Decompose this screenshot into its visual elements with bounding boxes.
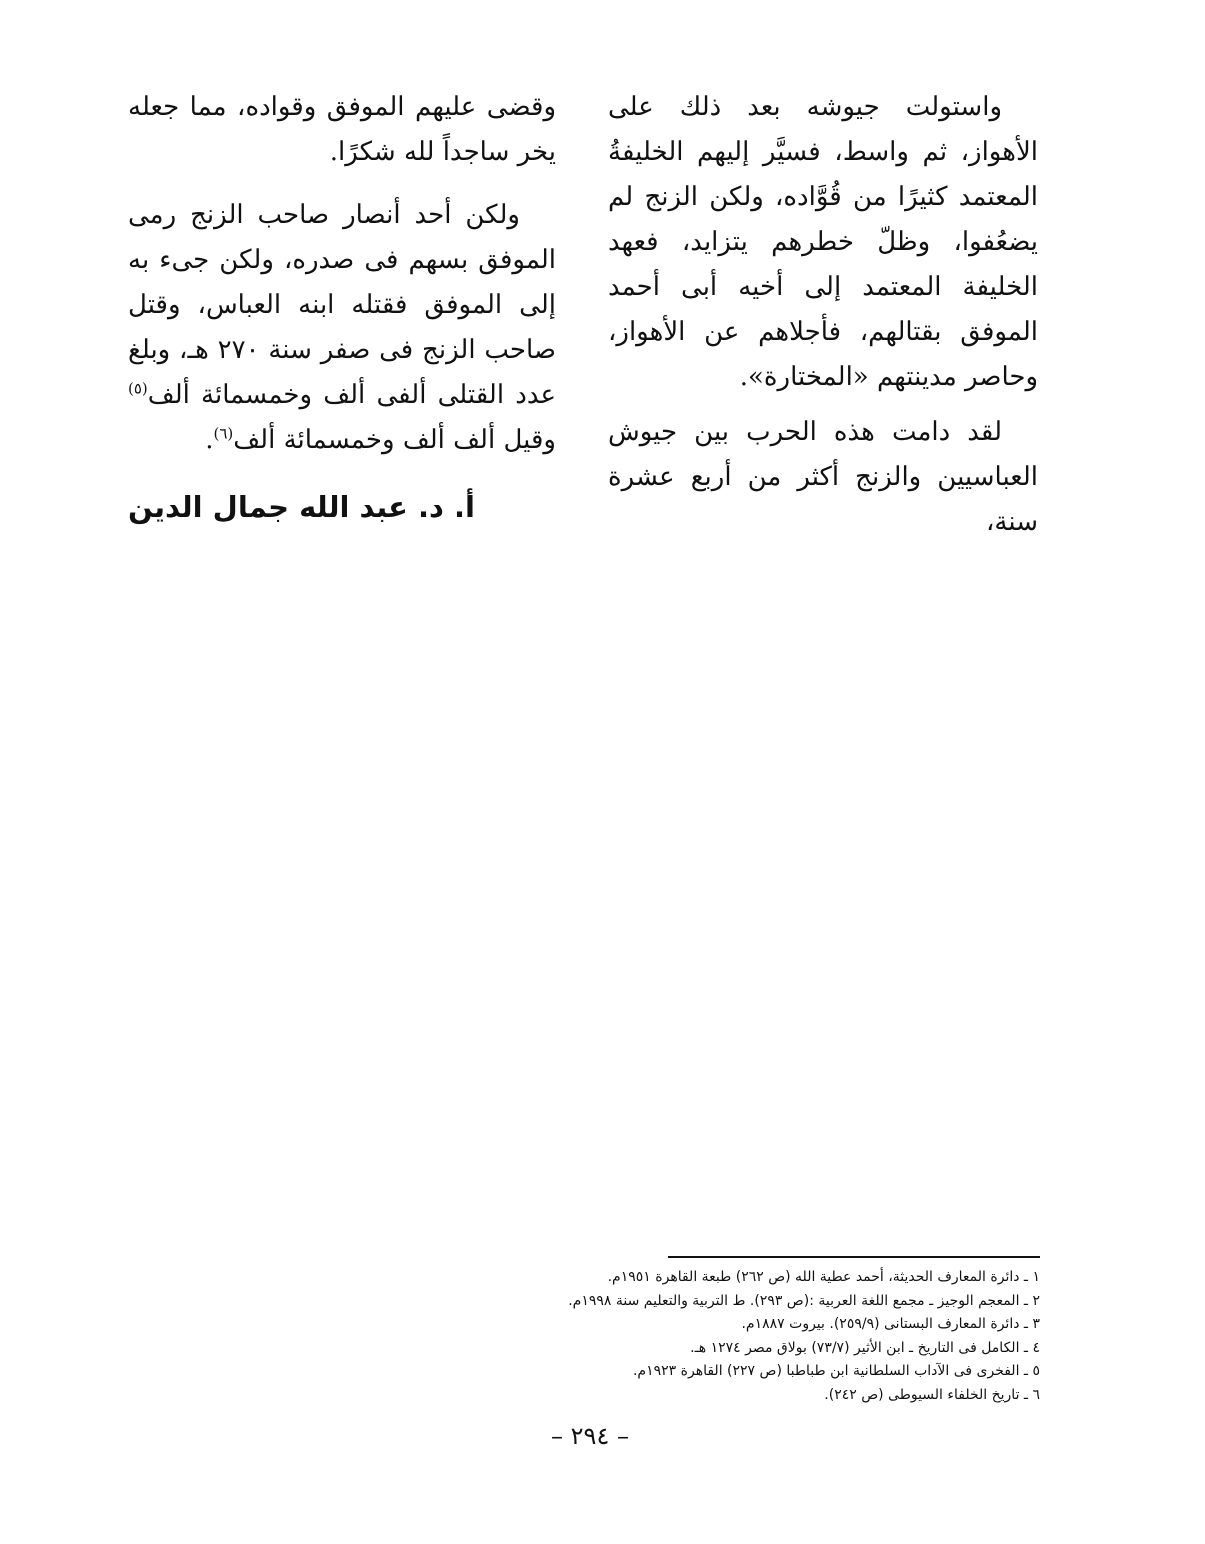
footnote-ref-6: (٦) (213, 424, 234, 443)
left-text-column (128, 85, 556, 463)
paragraph: وقضى عليهم الموفق وقواده، مما جعله يخر ساجداً لله شكرًا. (128, 92, 556, 167)
page-number: – ٢٩٤ – (551, 1422, 629, 1450)
paragraph-text: ولكن أحد أنصار صاحب الزنج رمى الموفق بسهم فى صدره، ولكن جىء به إلى الموفق فقتله ابنه العباس، وقتل صاحب الزنج فى صفر سنة ٢٧٠ هـ، وبلغ عدد القتلى ألفى ألف وخمسمائة ألف (128, 200, 556, 410)
paragraph-end: . (205, 425, 214, 455)
paragraph (128, 193, 556, 463)
footnote-4: ٤ ـ الكامل فى التاريخ ـ ابن الأثير (٧٣/٧) بولاق مصر ١٢٧٤ هـ. (690, 1339, 1040, 1356)
author-signature: أ. د. عبد الله جمال الدين (128, 490, 475, 524)
footnote-ref-5: (٥) (128, 379, 148, 398)
footnotes (440, 1266, 1040, 1407)
footnote-5: ٥ ـ الفخرى فى الآداب السلطانية ابن طباطبا (ص ٢٢٧) القاهرة ١٩٢٣م. (632, 1363, 1040, 1379)
footnote-1: ١ ـ دائرة المعارف الحديثة، أحمد عطية الله (ص ٢٦٢) طبعة القاهرة ١٩٥١م. (607, 1269, 1040, 1285)
paragraph-text: وقيل ألف ألف وخمسمائة ألف (233, 425, 556, 455)
footnote-3: ٣ ـ دائرة المعارف البستانى (٢٥٩/٩). بيروت ١٨٨٧م. (741, 1316, 1040, 1332)
paragraph: واستولت جيوشه بعد ذلك على الأهواز، ثم واسط، فسيَّر إليهم الخليفةُ المعتمد كثيرًا من قُوَّاده، ولكن الزنج لم يضعُفوا، وظلّ خطرهم يتزايد، فعهد الخليفة المعتمد إلى أخيه أبى أحمد الموفق بقتالهم، فأجلاهم عن الأهواز، وحاصر مدينتهم «المختارة». (608, 92, 1038, 392)
footnote-6: ٦ ـ تاريخ الخلفاء السيوطى (ص ٢٤٢). (824, 1386, 1040, 1403)
right-text-column (608, 85, 1038, 545)
paragraph: لقد دامت هذه الحرب بين جيوش العباسيين والزنج أكثر من أربع عشرة سنة، (608, 417, 1038, 537)
footnote-2: ٢ ـ المعجم الوجيز ـ مجمع اللغة العربية :(ص ٢٩٣). ط التربية والتعليم سنة ١٩٩٨م. (568, 1292, 1040, 1309)
footnote-divider (668, 1256, 1040, 1258)
